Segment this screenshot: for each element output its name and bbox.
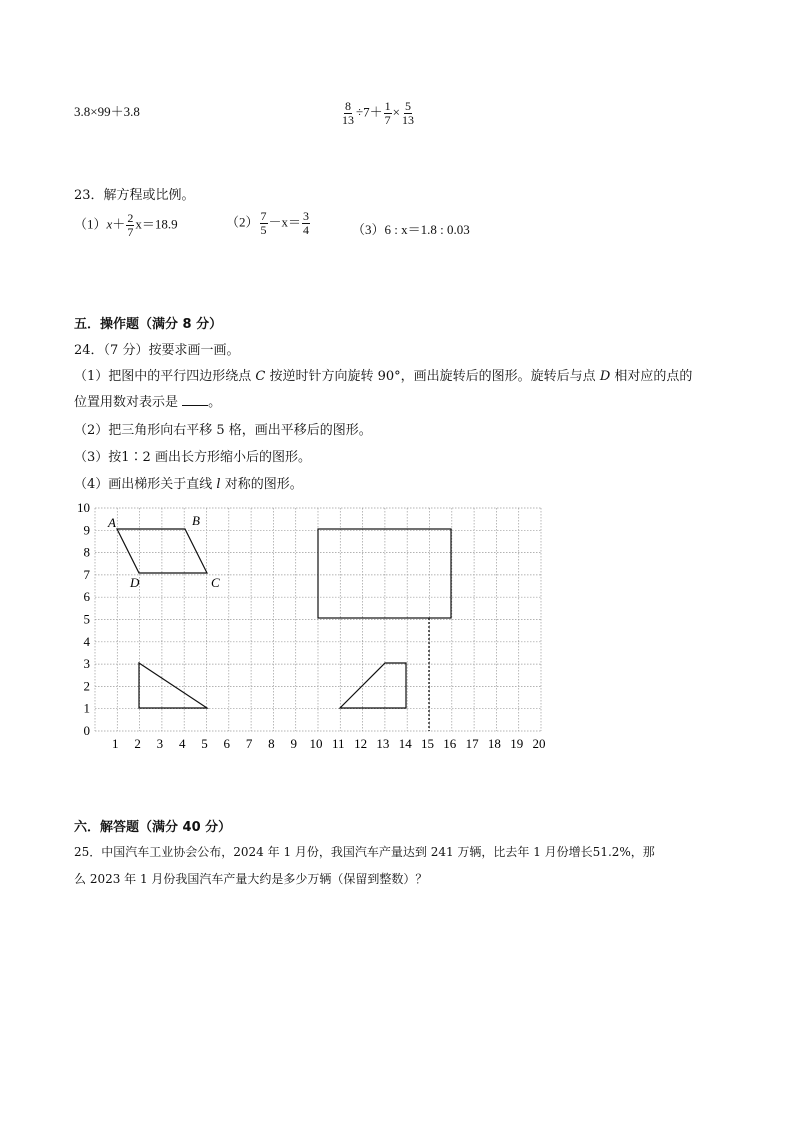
- point-label-d: D: [130, 575, 140, 590]
- fraction: $\frac{2}{7}$: [127, 211, 134, 239]
- section-6-title: 六．解答题（满分 40 分）: [74, 820, 232, 835]
- x-axis-labels: [112, 736, 545, 751]
- x-tick-label: 17: [465, 736, 479, 751]
- x-tick-label: 20: [532, 736, 546, 751]
- x-tick-label: 15: [421, 736, 434, 751]
- x-tick-label: 2: [134, 736, 141, 751]
- y-tick-label: 5: [83, 611, 90, 627]
- q25-line1: 25．中国汽车工业协会公布，2024 年 1 月份，我国汽车产量达到 241 万辆，比去年 1 月份增长51.2%，那: [74, 845, 655, 859]
- y-tick-label: 10: [77, 500, 90, 515]
- y-tick-label: 3: [83, 656, 90, 672]
- x-tick-label: 4: [178, 736, 186, 751]
- fraction: $\frac{8}{13}$: [342, 99, 354, 127]
- x-tick-label: 11: [332, 736, 345, 751]
- q23-part1: （1）x＋ $\frac{2}{7}$ x＝18.9: [74, 211, 178, 239]
- trapezoid: [340, 663, 406, 708]
- q24-step4: （4）画出梯形关于直线 l 对称的图形。: [74, 477, 303, 492]
- y-tick-label: 4: [83, 633, 90, 649]
- x-tick-label: 8: [268, 736, 275, 751]
- y-tick-label: 6: [83, 589, 90, 605]
- x-tick-label: 1: [112, 736, 119, 751]
- point-label-b: B: [192, 513, 200, 528]
- y-tick-label: 0: [83, 723, 90, 738]
- x-tick-label: 9: [290, 736, 297, 751]
- q23-title: 23．解方程或比例。: [74, 188, 195, 203]
- y-tick-label: 9: [83, 522, 90, 538]
- y-tick-label: 2: [83, 678, 90, 694]
- fraction: $\frac{3}{4}$: [303, 209, 310, 237]
- q24-step2: （2）把三角形向右平移 5 格，画出平移后的图形。: [74, 423, 372, 438]
- q24-title: 24．（7 分）按要求画一画。: [74, 343, 240, 358]
- q24-step1-line2: 位置用数对表示是 。: [74, 395, 222, 410]
- q24-step1-line1: （1）把图中的平行四边形绕点 C 按逆时针方向旋转 90°，画出旋转后的图形。旋转后与点 D 相对应的点的: [74, 369, 693, 384]
- x-tick-label: 19: [510, 736, 524, 751]
- q24-step3: （3）按1∶2 画出长方形缩小后的图形。: [74, 450, 311, 465]
- y-tick-label: 8: [83, 544, 90, 560]
- x-tick-label: 7: [245, 736, 253, 751]
- x-tick-label: 10: [309, 736, 323, 751]
- fraction: $\frac{7}{5}$: [260, 209, 267, 237]
- calc-expression-2: $\frac{8}{13}$ ÷7＋ $\frac{1}{7}$ × $\frac{5}{13}$: [342, 99, 414, 127]
- x-tick-label: 18: [487, 736, 501, 751]
- q25-line2: 么 2023 年 1 月份我国汽车产量大约是多少万辆（保留到整数）？: [74, 872, 428, 886]
- fraction: $\frac{1}{7}$: [384, 99, 391, 127]
- q23-part2: （2） $\frac{7}{5}$ －x＝ $\frac{3}{4}$: [226, 209, 310, 237]
- point-label-c: C: [211, 575, 220, 590]
- x-tick-label: 6: [223, 736, 231, 751]
- x-tick-label: 5: [201, 736, 208, 751]
- rectangle: [318, 529, 451, 618]
- x-tick-label: 14: [398, 736, 412, 751]
- y-axis-labels: [77, 500, 91, 738]
- fraction: $\frac{5}{13}$: [401, 99, 414, 127]
- x-tick-label: 3: [156, 736, 164, 751]
- x-tick-label: 12: [354, 736, 368, 751]
- section-5-title: 五．操作题（满分 8 分）: [74, 317, 223, 332]
- x-tick-label: 13: [376, 736, 390, 751]
- q23-part3: （3）6 : x＝1.8 : 0.03: [352, 222, 470, 237]
- y-tick-label: 7: [83, 566, 90, 582]
- point-label-a: A: [108, 515, 116, 530]
- x-tick-label: 16: [443, 736, 457, 751]
- y-tick-label: 1: [83, 700, 90, 716]
- right-triangle: [139, 663, 207, 708]
- calc-expression-1: 3.8×99＋3.8: [74, 104, 140, 119]
